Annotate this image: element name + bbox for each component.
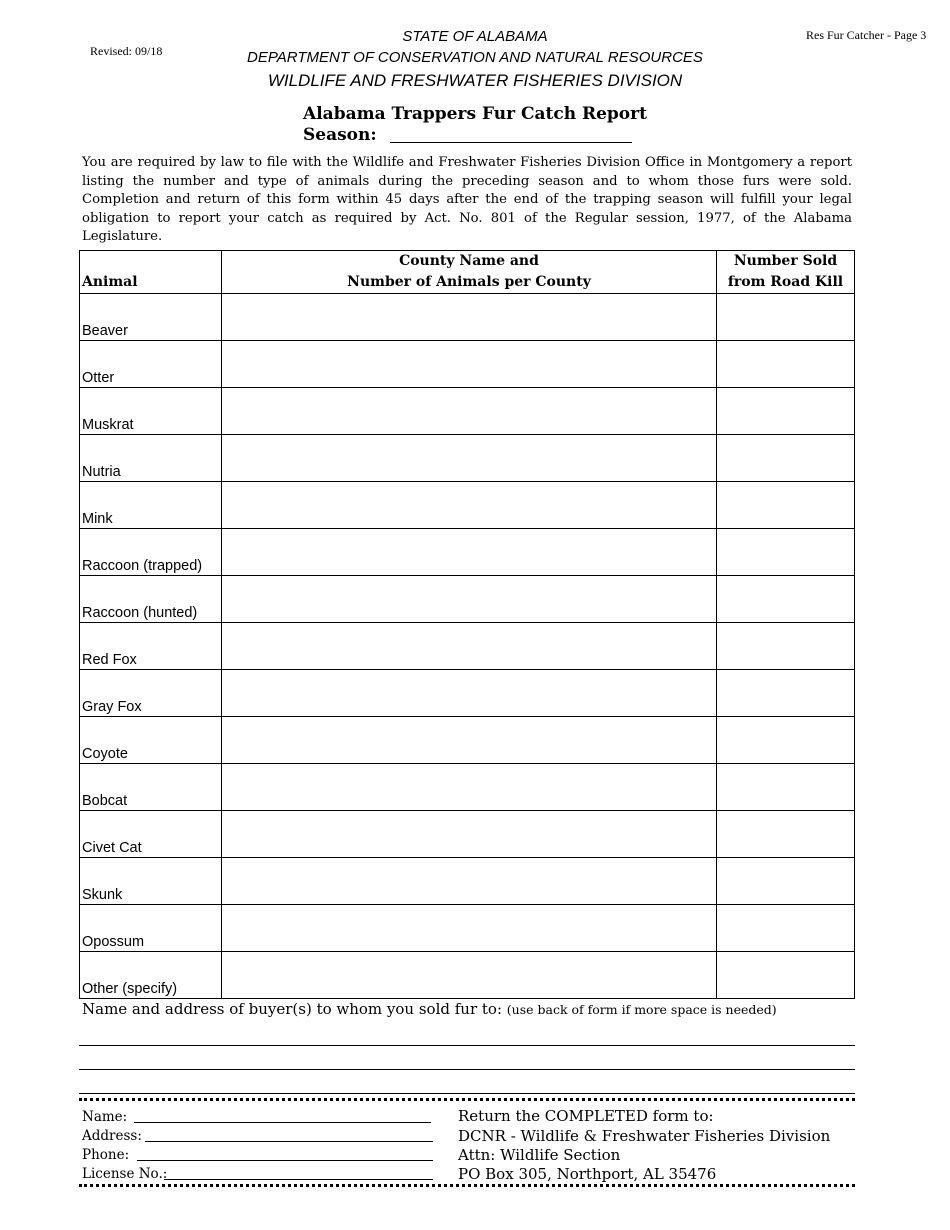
season-label: Season: [303,125,377,145]
column-header-road-kill-line2: from Road Kill [727,274,844,290]
license-input-line[interactable] [164,1179,433,1180]
buyer-note: (use back of form if more space is needed) [506,1002,777,1017]
address-input-line[interactable] [145,1141,433,1142]
column-header-county [222,251,717,294]
header-state: STATE OF ALABAMA [402,28,548,45]
table-row [80,764,855,811]
road-kill-cell[interactable] [717,294,855,341]
county-count-cell[interactable] [222,341,717,388]
county-count-cell[interactable] [222,811,717,858]
road-kill-cell[interactable] [717,952,855,999]
header-division: WILDLIFE AND FRESHWATER FISHERIES DIVISION [267,71,683,90]
column-header-county-line1: County Name and [399,253,539,269]
road-kill-cell[interactable] [717,435,855,482]
table-row [80,388,855,435]
animal-cell: Opossum [80,905,222,952]
animal-cell: Gray Fox [80,670,222,717]
table-row [80,623,855,670]
road-kill-cell[interactable] [717,576,855,623]
intro-paragraph: You are required by law to file with the Wildlife and Freshwater Fisheries Division Office in Montgomery a report listing the number and type of animals during the preceding season and to whom those furs were sold. Completion and return of this form within 45 days after the end of the trapping season will fulfill your legal obligation to report your catch as required by Act. No. 801 of the Regular session, 1977, of the Alabama Legislature. [82,155,852,245]
table-row [80,482,855,529]
column-header-road-kill [717,251,855,294]
county-count-cell[interactable] [222,905,717,952]
county-count-cell[interactable] [222,858,717,905]
dotted-divider-top [79,1098,855,1101]
dotted-divider-bottom [79,1184,855,1187]
animal-cell: Raccoon (trapped) [80,529,222,576]
return-heading: Return the COMPLETED form to: [458,1107,714,1125]
catch-table [79,250,855,999]
table-row [80,952,855,999]
buyer-line-2[interactable] [79,1069,855,1070]
road-kill-cell[interactable] [717,529,855,576]
county-count-cell[interactable] [222,482,717,529]
county-count-cell[interactable] [222,623,717,670]
road-kill-cell[interactable] [717,717,855,764]
animal-cell: Muskrat [80,388,222,435]
name-input-line[interactable] [134,1122,431,1123]
road-kill-cell[interactable] [717,811,855,858]
table-header-row [80,251,855,294]
road-kill-cell[interactable] [717,623,855,670]
animal-cell: Other (specify) [80,952,222,999]
road-kill-cell[interactable] [717,858,855,905]
animal-cell: Raccoon (hunted) [80,576,222,623]
animal-cell: Nutria [80,435,222,482]
table-row [80,576,855,623]
buyer-line-1[interactable] [79,1045,855,1046]
table-row [80,529,855,576]
header-department: DEPARTMENT OF CONSERVATION AND NATURAL RESOURCES [247,49,703,66]
table-row [80,341,855,388]
name-label: Name: [82,1109,128,1125]
county-count-cell[interactable] [222,952,717,999]
buyer-line-3[interactable] [79,1093,855,1094]
table-row [80,294,855,341]
season-input-line[interactable] [390,142,632,143]
column-header-county-line2: Number of Animals per County [347,274,591,290]
county-count-cell[interactable] [222,435,717,482]
buyer-label-text: Name and address of buyer(s) to whom you sold fur to: [82,1000,503,1018]
return-address: PO Box 305, Northport, AL 35476 [458,1165,717,1183]
county-count-cell[interactable] [222,294,717,341]
animal-cell: Otter [80,341,222,388]
return-attn: Attn: Wildlife Section [458,1146,621,1164]
road-kill-cell[interactable] [717,670,855,717]
road-kill-cell[interactable] [717,388,855,435]
table-row [80,670,855,717]
road-kill-cell[interactable] [717,341,855,388]
animal-cell: Red Fox [80,623,222,670]
county-count-cell[interactable] [222,576,717,623]
road-kill-cell[interactable] [717,905,855,952]
animal-cell: Mink [80,482,222,529]
road-kill-cell[interactable] [717,764,855,811]
revised-date: Revised: 09/18 [90,44,163,58]
page-label: Res Fur Catcher - Page 3 [806,28,927,42]
animal-cell: Beaver [80,294,222,341]
animal-cell: Skunk [80,858,222,905]
buyer-label [82,1000,777,1018]
animal-cell: Bobcat [80,764,222,811]
animal-cell: Civet Cat [80,811,222,858]
form-title: Alabama Trappers Fur Catch Report [303,104,647,124]
county-count-cell[interactable] [222,529,717,576]
table-row [80,717,855,764]
county-count-cell[interactable] [222,717,717,764]
table-row [80,811,855,858]
address-label: Address: [82,1128,142,1144]
table-row [80,905,855,952]
phone-label: Phone: [82,1147,130,1163]
table-row [80,858,855,905]
county-count-cell[interactable] [222,670,717,717]
county-count-cell[interactable] [222,388,717,435]
phone-input-line[interactable] [137,1160,433,1161]
column-header-animal: Animal [80,251,222,294]
animal-cell: Coyote [80,717,222,764]
road-kill-cell[interactable] [717,482,855,529]
table-row [80,435,855,482]
county-count-cell[interactable] [222,764,717,811]
license-label: License No.: [82,1166,168,1182]
column-header-road-kill-line1: Number Sold [733,253,838,269]
return-division: DCNR - Wildlife & Freshwater Fisheries Division [458,1127,831,1145]
